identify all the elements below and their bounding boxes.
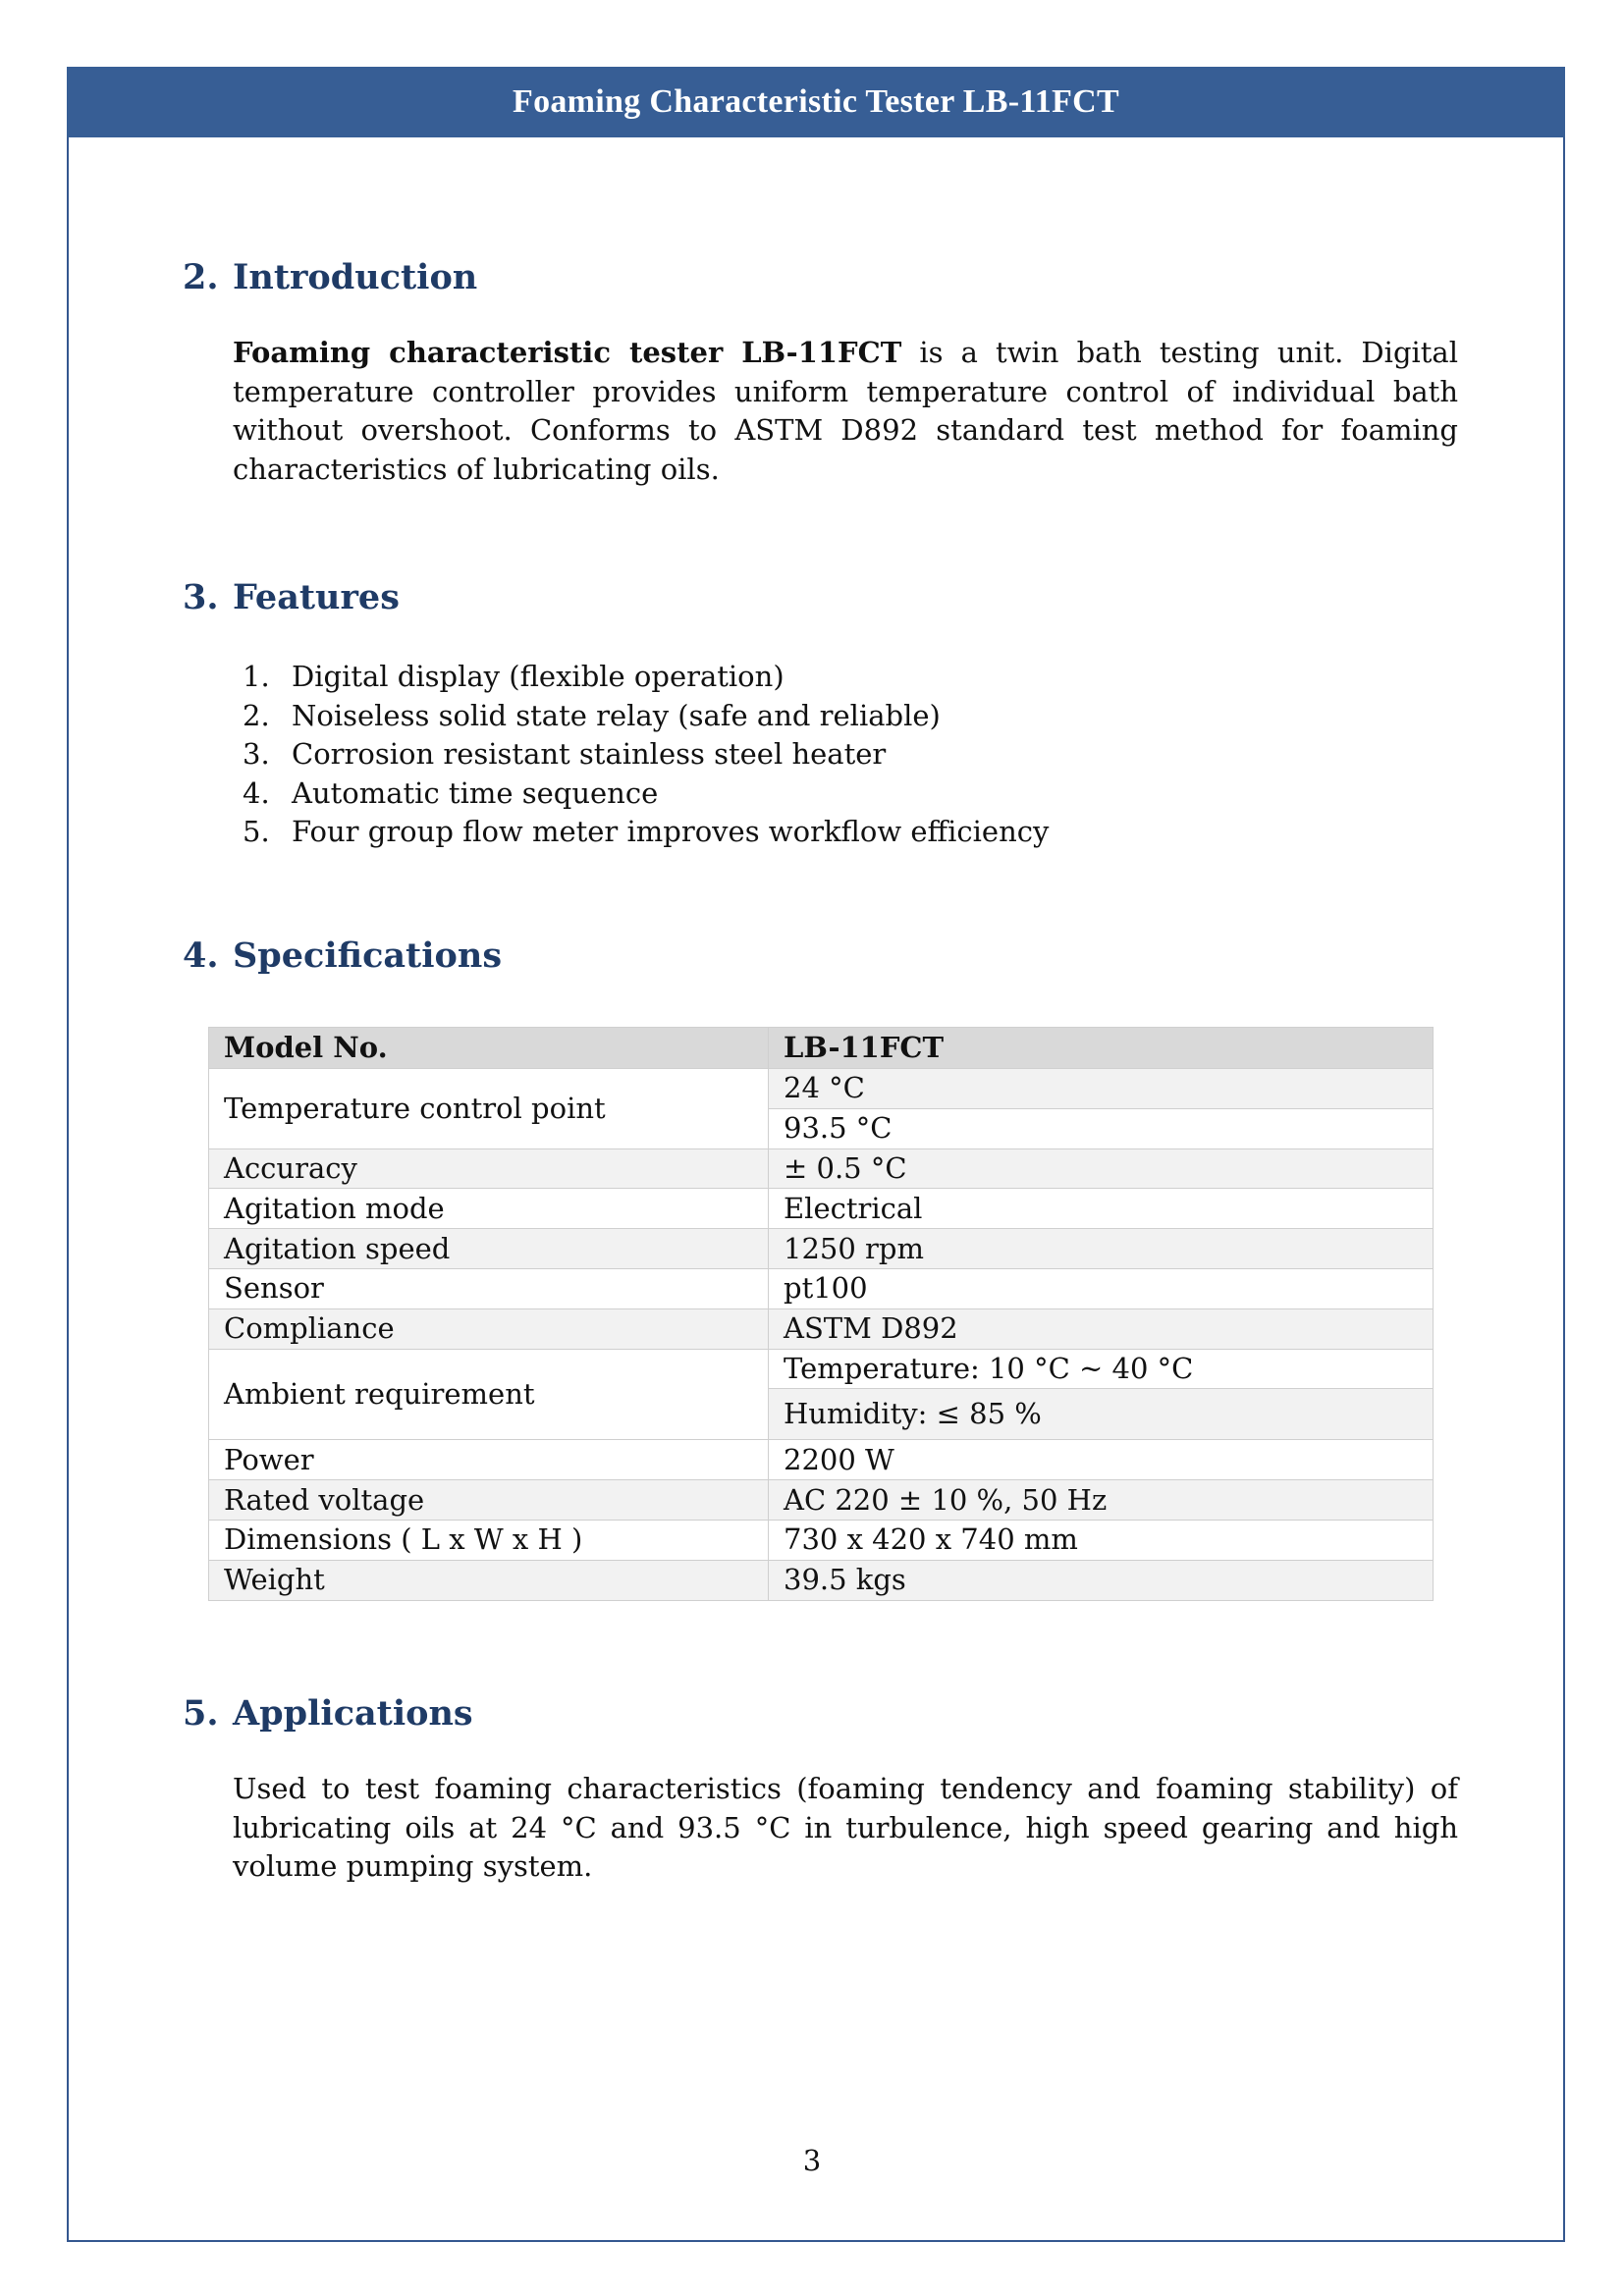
table-cell-value: Humidity: ≤ 85 %	[769, 1389, 1434, 1440]
table-row	[209, 1520, 1434, 1560]
product-name-bold: Foaming characteristic tester LB-11FCT	[233, 336, 902, 369]
table-cell-label: Ambient requirement	[209, 1349, 769, 1440]
section-number: 4.	[183, 935, 219, 976]
table-cell-value: Electrical	[769, 1189, 1434, 1229]
table-cell-label: Sensor	[209, 1268, 769, 1308]
table-header-value: LB-11FCT	[769, 1028, 1434, 1069]
table-cell-label: Weight	[209, 1560, 769, 1600]
section-number: 2.	[183, 257, 219, 297]
table-header-label: Model No.	[209, 1028, 769, 1069]
table-cell-value: 93.5 °C	[769, 1108, 1434, 1148]
table-row	[209, 1069, 1434, 1109]
table-row	[209, 1148, 1434, 1189]
document-header-bar	[67, 67, 1565, 137]
page-number: 3	[802, 2144, 822, 2177]
table-row	[209, 1440, 1434, 1480]
specifications-table	[208, 1027, 1434, 1601]
applications-heading	[183, 1693, 1459, 1734]
applications-section	[183, 1693, 1459, 1887]
list-item-number: 4.	[243, 775, 270, 810]
table-cell-label: Agitation mode	[209, 1189, 769, 1229]
list-item-number: 3.	[243, 737, 270, 771]
section-title: Specifications	[233, 935, 503, 976]
table-cell-value: 2200 W	[769, 1440, 1434, 1480]
table-cell-value: ASTM D892	[769, 1308, 1434, 1349]
table-row	[209, 1308, 1434, 1349]
table-row	[209, 1349, 1434, 1389]
list-item-number: 5.	[243, 815, 270, 848]
list-item-text: Four group flow meter improves workflow efficiency	[292, 815, 1050, 848]
list-item-text: Noiseless solid state relay (safe and reliable)	[292, 698, 941, 732]
table-cell-label: Accuracy	[209, 1148, 769, 1189]
list-item	[243, 658, 1459, 697]
list-item	[243, 813, 1459, 852]
table-cell-value: AC 220 ± 10 %, 50 Hz	[769, 1480, 1434, 1521]
section-title: Features	[233, 577, 400, 617]
features-list	[243, 658, 1459, 852]
table-row	[209, 1480, 1434, 1521]
introduction-heading	[183, 257, 1459, 297]
table-cell-label: Compliance	[209, 1308, 769, 1349]
table-row	[209, 1268, 1434, 1308]
list-item-text: Corrosion resistant stainless steel heater	[292, 737, 887, 771]
table-cell-label: Rated voltage	[209, 1480, 769, 1521]
section-title: Introduction	[233, 257, 478, 297]
list-item-number: 2.	[243, 698, 270, 732]
table-row	[209, 1229, 1434, 1269]
table-cell-value: pt100	[769, 1268, 1434, 1308]
table-cell-label: Temperature control point	[209, 1069, 769, 1149]
table-cell-label: Power	[209, 1440, 769, 1480]
table-cell-value: Temperature: 10 °C ~ 40 °C	[769, 1349, 1434, 1389]
table-cell-label: Dimensions ( L x W x H )	[209, 1520, 769, 1560]
list-item	[243, 774, 1459, 814]
table-cell-value: 39.5 kgs	[769, 1560, 1434, 1600]
section-number: 5.	[183, 1693, 219, 1734]
introduction-paragraph	[233, 334, 1458, 489]
section-title: Applications	[233, 1693, 473, 1734]
list-item	[243, 735, 1459, 774]
features-heading	[183, 577, 1459, 617]
list-item-number: 1.	[243, 660, 270, 693]
introduction-section	[183, 257, 1459, 489]
document-title: Foaming Characteristic Tester LB-11FCT	[513, 83, 1119, 120]
table-row	[209, 1189, 1434, 1229]
table-cell-value: 730 x 420 x 740 mm	[769, 1520, 1434, 1560]
list-item-text: Digital display (flexible operation)	[292, 660, 785, 693]
list-item	[243, 697, 1459, 736]
table-cell-value: 1250 rpm	[769, 1229, 1434, 1269]
section-number: 3.	[183, 577, 219, 617]
list-item-text: Automatic time sequence	[292, 775, 659, 810]
table-cell-label: Agitation speed	[209, 1229, 769, 1269]
table-row	[209, 1560, 1434, 1600]
table-header-row	[209, 1028, 1434, 1069]
specifications-heading	[183, 935, 1459, 976]
specifications-section	[183, 935, 1459, 976]
table-cell-value: ± 0.5 °C	[769, 1148, 1434, 1189]
introduction-text: is a twin bath testing unit. Digital temperature controller provides uniform temperature control of individual bath without overshoot. Conforms to ASTM D892 standard test method for foaming characteristics of lubricating oils.	[233, 336, 1458, 486]
features-section	[183, 577, 1459, 852]
applications-paragraph: Used to test foaming characteristics (foaming tendency and foaming stability) of lubricating oils at 24 °C and 93.5 °C in turbulence, high speed gearing and high volume pumping system.	[233, 1772, 1458, 1883]
table-cell-value: 24 °C	[769, 1069, 1434, 1109]
